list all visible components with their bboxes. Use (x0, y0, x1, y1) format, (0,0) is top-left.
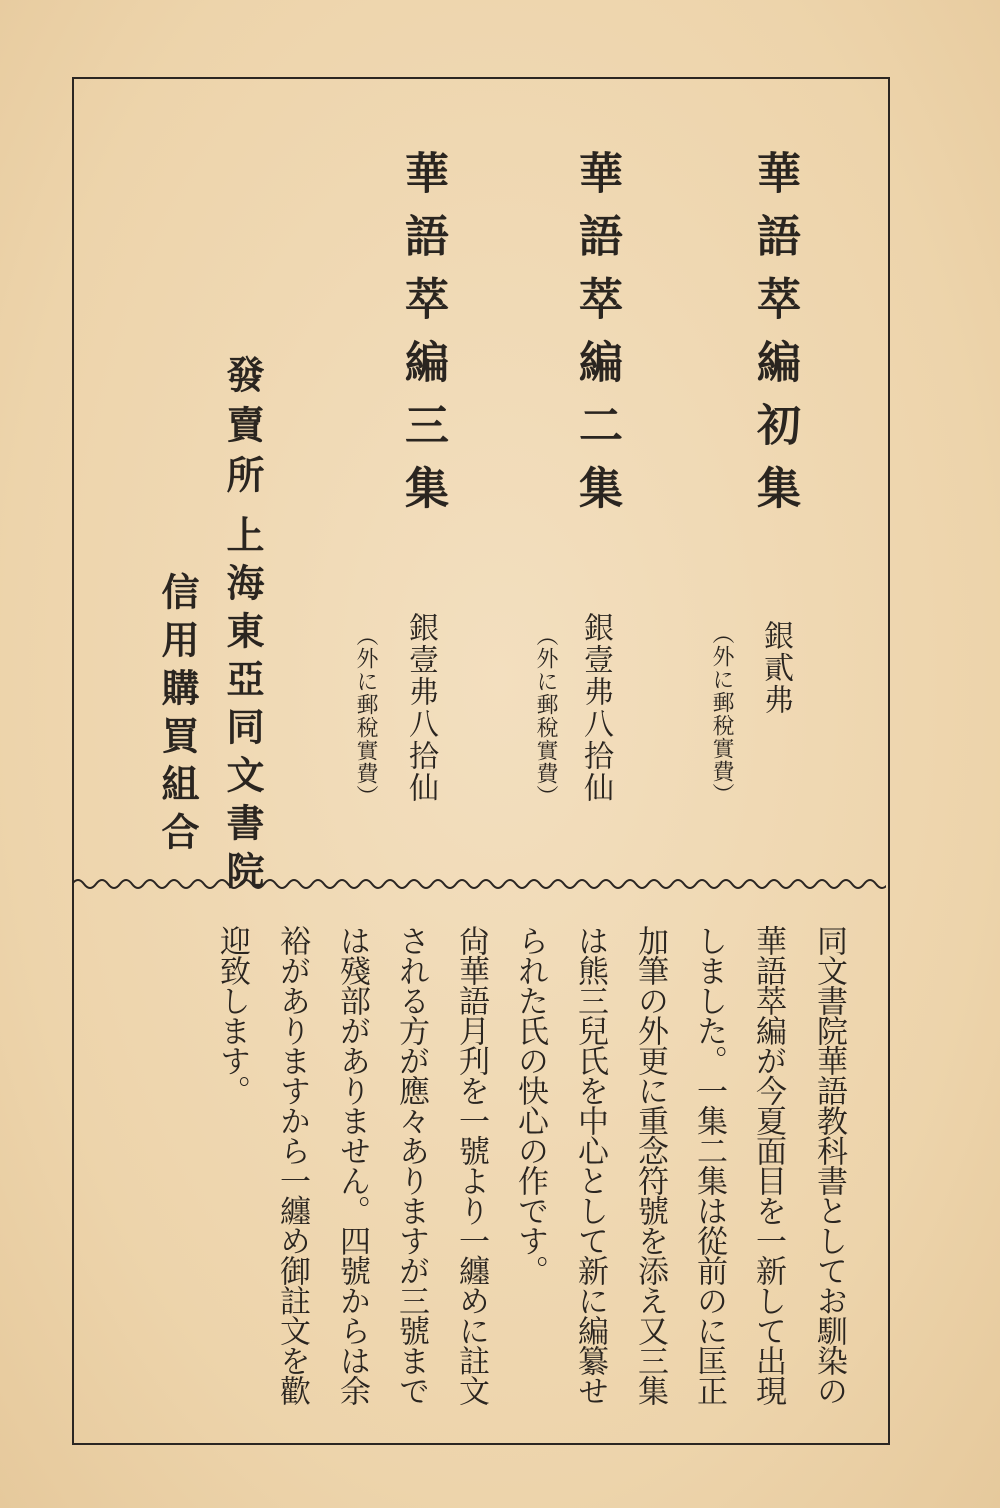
notice-line: しました。一集二集は從前のに匡正 (691, 925, 727, 1405)
book-price-1: 銀貳弗 (758, 620, 793, 716)
publisher-label: 發賣所 (220, 355, 265, 505)
notice-line: 同文書院華語教科書としてお馴染の (811, 925, 847, 1405)
book-price-2: 銀壹弗八拾仙 (578, 612, 613, 804)
book-note-2: （外に郵稅實費） (533, 624, 558, 808)
book-note-1: （外に郵稅實費） (709, 622, 734, 806)
publisher-name: 上海東亞同文書院 (220, 515, 265, 899)
notice-line: られた氏の快心の作です。 (512, 925, 548, 1285)
notice-line: 迎致します。 (214, 925, 250, 1105)
notice-line: 華語萃編が今夏面目を一新して出現 (750, 925, 786, 1405)
notice-line: 裕がありますから一纏め御註文を歡 (274, 925, 310, 1405)
notice-line: 加筆の外更に重念符號を添え又三集 (632, 925, 668, 1405)
notice-line: は熊三兒氏を中心として新に編纂せ (572, 925, 608, 1405)
book-price-3: 銀壹弗八拾仙 (403, 612, 438, 804)
notice-line: 尙華語月刋を一號より一纏めに註文 (453, 925, 489, 1405)
book-note-3: （外に郵稅實費） (353, 624, 378, 808)
notice-line: は殘部がありません。四號からは余 (334, 925, 370, 1405)
book-title-2: 華語萃編二集 (571, 150, 622, 528)
wavy-divider (72, 872, 886, 896)
book-title-3: 華語萃編三集 (397, 150, 448, 528)
notice-line: される方が應々ありますが三號まで (393, 925, 429, 1405)
book-title-1: 華語萃編初集 (749, 150, 800, 528)
publisher-sub: 信用購買組合 (155, 572, 200, 860)
